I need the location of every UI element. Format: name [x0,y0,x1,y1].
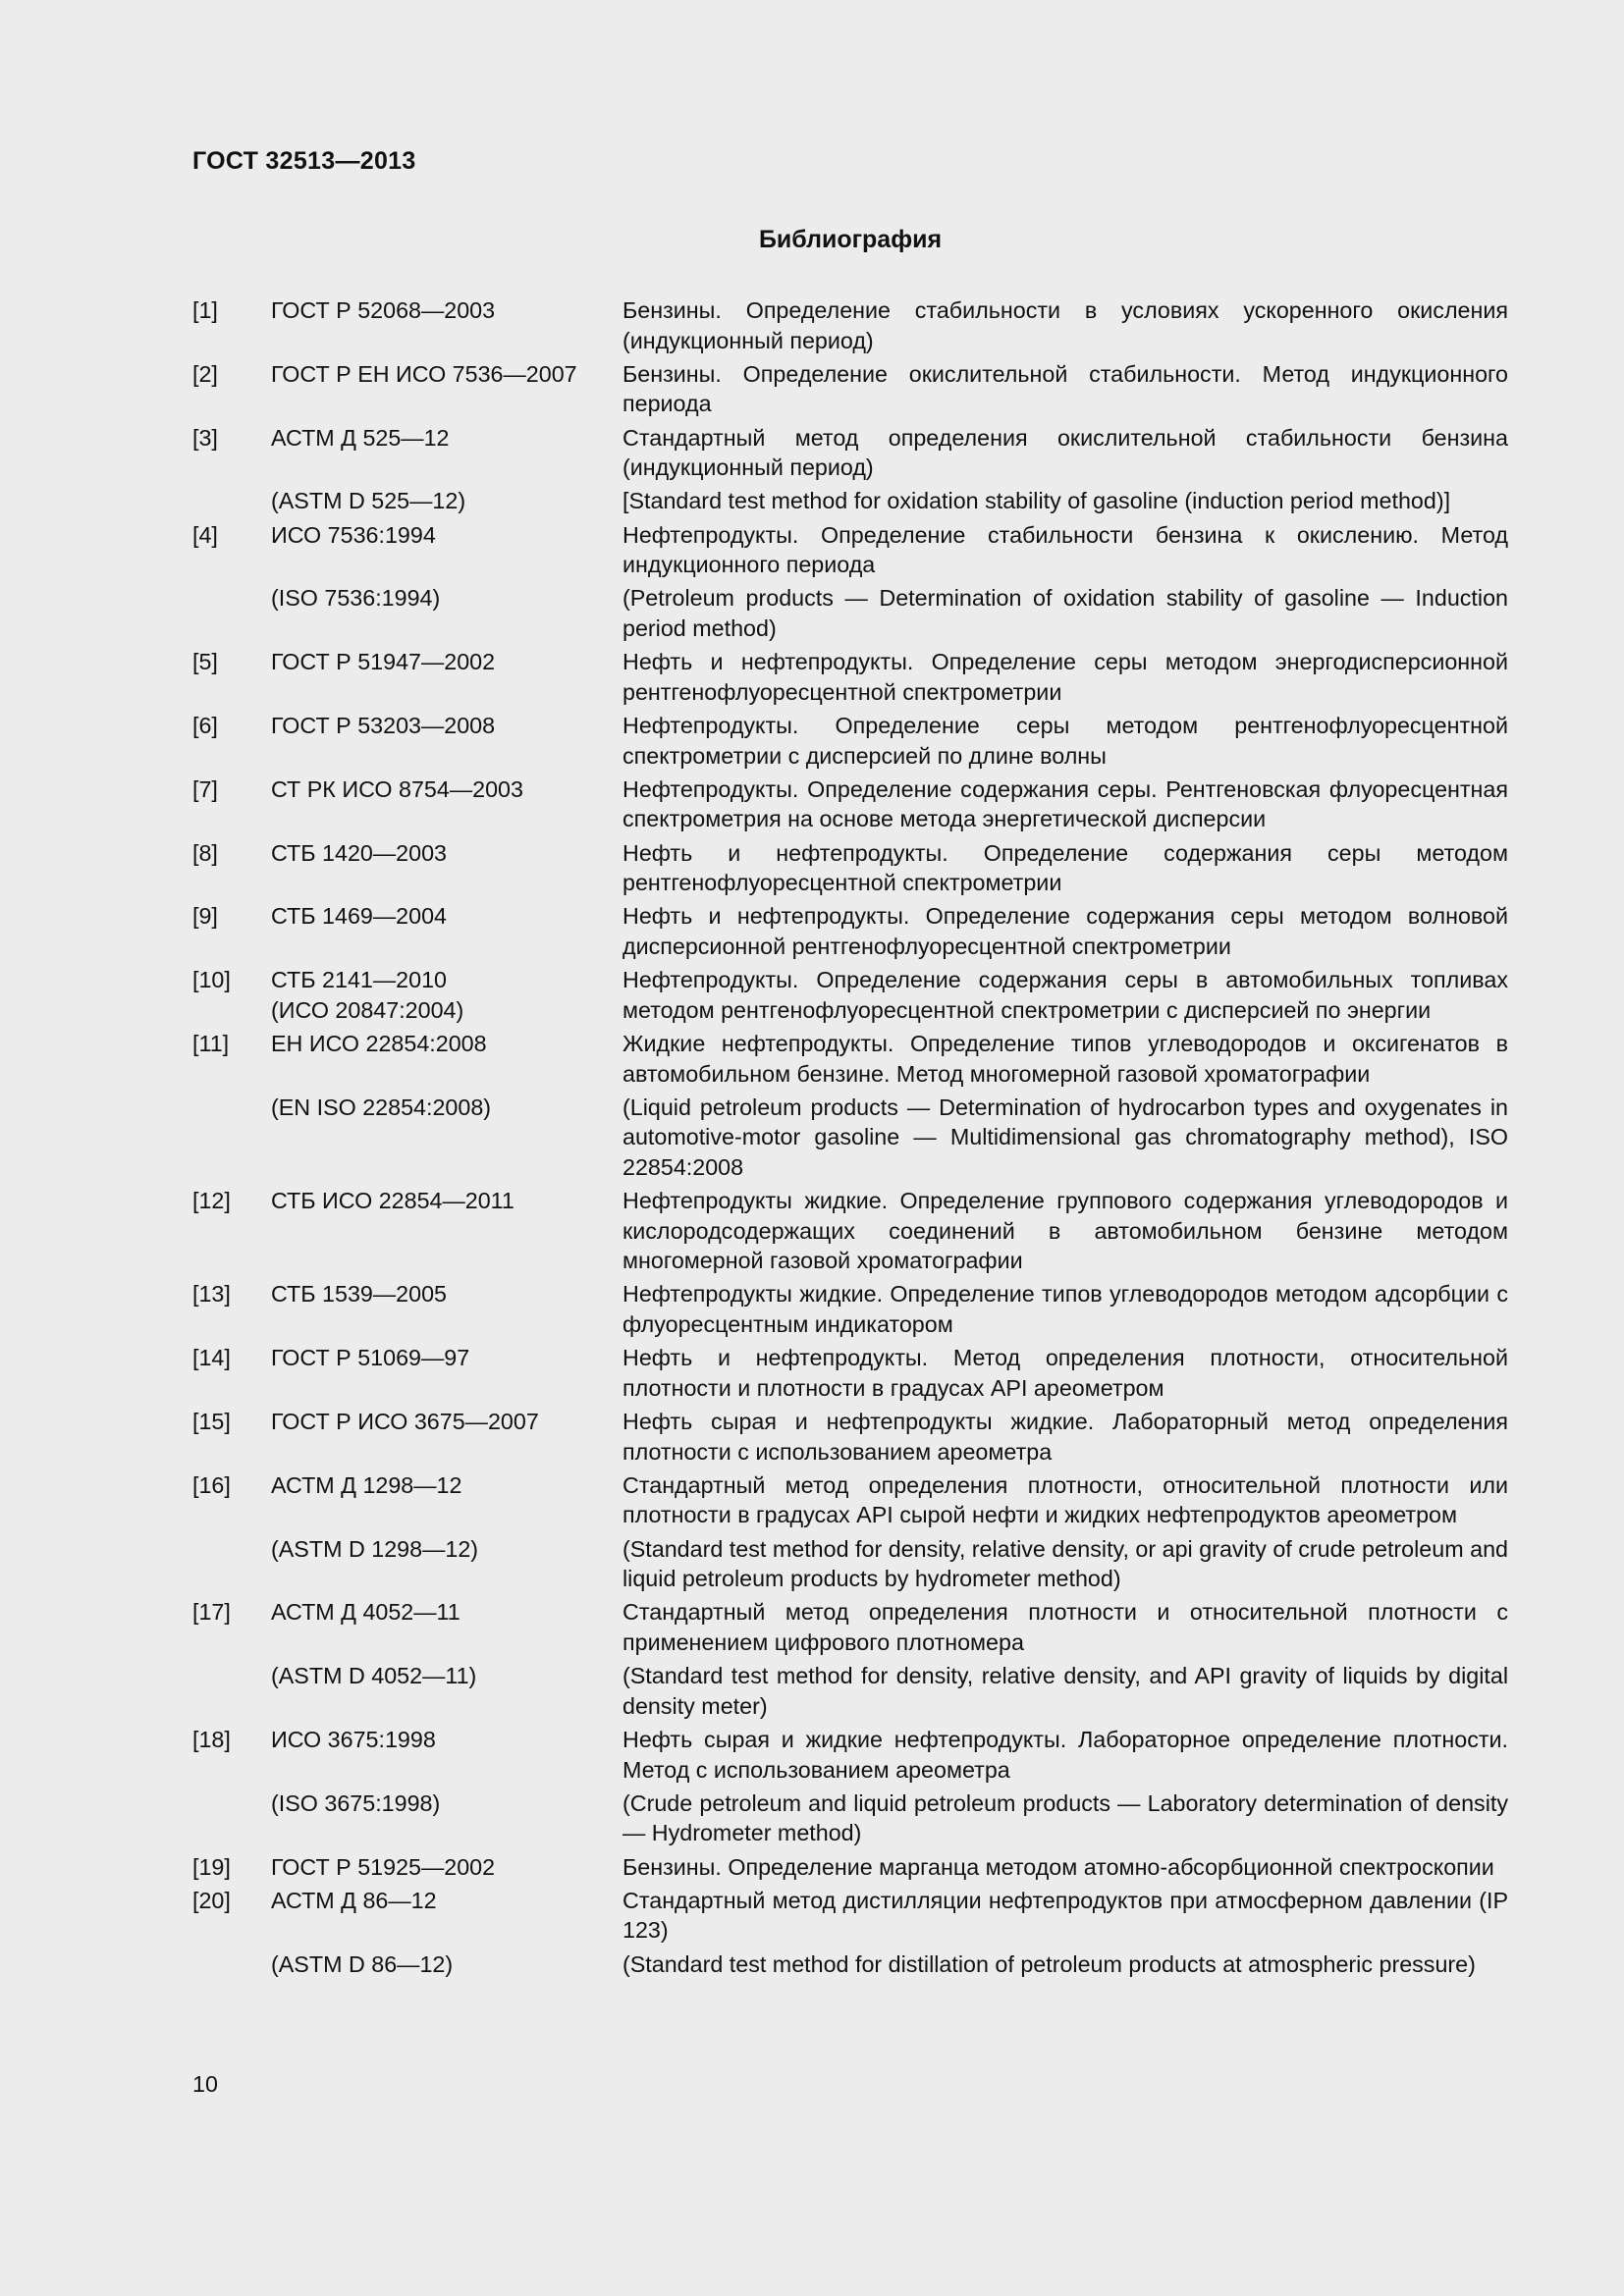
entry-description: Жидкие нефтепродукты. Определение типов углеводородов и оксигенатов в автомобильном бензине. Метод многомерной газовой хроматографии [623,1031,1508,1087]
entry-number: [4] [192,521,218,548]
entry-description: Нефть сырая и жидкие нефтепродукты. Лабораторное определение плотности. Метод с использованием ареометра [623,1727,1508,1783]
entry-standard-code: (ISO 3675:1998) [271,1789,441,1816]
entry-description: Нефть сырая и нефтепродукты жидкие. Лабораторный метод определения плотности с использованием ареометра [623,1409,1508,1465]
bibliography-entry [192,1597,1508,1657]
entry-description: Бензины. Определение окислительной стабильности. Метод индукционного периода [623,360,1508,417]
entry-number: [1] [192,297,218,323]
entry-number: [13] [192,1281,231,1308]
entry-number [192,1661,271,1721]
entry-description: Нефтепродукты жидкие. Определение типов углеводородов методом адсорбции с флуоресцентным индикатором [623,1281,1508,1337]
entry-standard-code: ЕН ИСО 22854:2008 [271,1031,487,1057]
entry-standard-code: СТБ 1469—2004 [271,903,447,930]
entry-standard-code: АСТМ Д 525—12 [271,424,450,451]
bibliography-entry [192,1886,1508,1946]
entry-number [192,583,271,643]
entry-description: Нефтепродукты. Определение содержания серы в автомобильных топливах методом рентгенофлуоресцентной спектрометрии с дисперсией по энергии [623,967,1508,1023]
bibliography-entry [192,1343,1508,1403]
bibliography-entry [192,520,1508,580]
entry-number: [12] [192,1188,231,1214]
entry-standard-code: (EN ISO 22854:2008) [271,1094,492,1120]
entry-standard-code: (ASTM D 525—12) [271,488,466,514]
entry-standard-code: ГОСТ Р 51947—2002 [271,649,496,675]
bibliography-entry [192,1093,1508,1183]
entry-description: Нефтепродукты. Определение содержания серы. Рентгеновская флуоресцентная спектрометрия на основе метода энергетической дисперсии [623,775,1508,832]
bibliography-entry [192,1949,1508,1980]
entry-number: [18] [192,1727,231,1753]
entry-standard-code: (ISO 7536:1994) [271,585,441,612]
entry-description: Бензины. Определение стабильности в условиях ускоренного окисления (индукционный период) [623,297,1508,353]
entry-description: (Standard test method for distillation of petroleum products at atmospheric pressure) [623,1950,1476,1977]
entry-number [192,486,271,516]
bibliography-entry [192,1407,1508,1467]
entry-description: Стандартный метод определения плотности, относительной плотности или плотности в градусах API сырой нефти и жидких нефтепродуктов ареометром [623,1471,1508,1528]
entry-standard-code: СТБ 1539—2005 [271,1281,447,1308]
bibliography-entry [192,1029,1508,1089]
entry-number: [8] [192,839,218,866]
entry-standard-code: СТБ ИСО 22854—2011 [271,1188,514,1214]
bibliography-entry [192,774,1508,834]
entry-standard-code: (ASTM D 86—12) [271,1950,454,1977]
entry-number: [7] [192,775,218,802]
entry-number [192,1534,271,1594]
entry-number: [19] [192,1853,231,1880]
entry-standard-code: АСТМ Д 86—12 [271,1887,437,1913]
document-code-header: ГОСТ 32513—2013 [192,147,416,175]
entry-standard-code: СТ РК ИСО 8754—2003 [271,775,523,802]
entry-description: Нефть и нефтепродукты. Определение содержания серы методом волновой дисперсионной рентгенофлуоресцентной спектрометрии [623,903,1508,959]
bibliography-entry [192,1186,1508,1276]
entry-standard-code: СТБ 2141—2010 (ИСО 20847:2004) [271,967,464,1023]
entry-number: [3] [192,424,218,451]
entry-description: Стандартный метод определения плотности и относительной плотности с применением цифрового плотномера [623,1599,1508,1655]
entry-number: [15] [192,1409,231,1435]
bibliography-entry [192,1470,1508,1530]
bibliography-entry [192,359,1508,419]
bibliography-entry [192,1789,1508,1848]
entry-description: (Standard test method for density, relative density, and API gravity of liquids by digital density meter) [623,1663,1508,1719]
entry-description: Бензины. Определение марганца методом атомно-абсорбционной спектроскопии [623,1853,1494,1880]
bibliography-entry [192,901,1508,961]
entry-number: [10] [192,967,231,993]
entry-description: Стандартный метод определения окислительной стабильности бензина (индукционный период) [623,424,1508,481]
entry-standard-code: (ASTM D 1298—12) [271,1535,479,1562]
entry-number: [5] [192,649,218,675]
entry-description: (Petroleum products — Determination of oxidation stability of gasoline — Induction period method) [623,585,1508,641]
entry-description: Нефть и нефтепродукты. Метод определения плотности, относительной плотности и плотности в градусах API ареометром [623,1345,1508,1401]
bibliography-entry [192,423,1508,483]
page-number: 10 [192,2071,218,2097]
entry-standard-code: ИСО 7536:1994 [271,521,436,548]
entry-description: Нефтепродукты. Определение серы методом рентгенофлуоресцентной спектрометрии с дисперсией по длине волны [623,713,1508,769]
entry-standard-code: ГОСТ Р ЕН ИСО 7536—2007 [271,360,577,387]
bibliography-entry [192,1534,1508,1594]
entry-standard-code: ГОСТ Р 51925—2002 [271,1853,496,1880]
entry-number: [20] [192,1887,231,1913]
entry-number: [6] [192,713,218,739]
entry-standard-code: ИСО 3675:1998 [271,1727,436,1753]
entry-standard-code: СТБ 1420—2003 [271,839,447,866]
bibliography-list [192,295,1508,1983]
entry-standard-code: АСТМ Д 4052—11 [271,1599,460,1626]
bibliography-entry [192,838,1508,898]
entry-standard-code: ГОСТ Р 51069—97 [271,1345,470,1371]
entry-standard-code: ГОСТ Р ИСО 3675—2007 [271,1409,539,1435]
bibliography-entry [192,1852,1508,1883]
entry-description: (Crude petroleum and liquid petroleum products — Laboratory determination of density — Hydrometer method) [623,1789,1508,1846]
entry-number: [14] [192,1345,231,1371]
bibliography-entry [192,647,1508,707]
bibliography-entry [192,965,1508,1025]
bibliography-entry [192,486,1508,516]
entry-number: [11] [192,1031,230,1057]
bibliography-entry [192,583,1508,643]
entry-description: Нефтепродукты жидкие. Определение группового содержания углеводородов и кислородсодержащих соединений в автомобильном бензине методом многомерной газовой хроматографии [623,1188,1508,1274]
entry-description: Стандартный метод дистилляции нефтепродуктов при атмосферном давлении (IP 123) [623,1887,1508,1944]
entry-number: [16] [192,1471,231,1498]
entry-number: [17] [192,1599,231,1626]
bibliography-entry [192,1279,1508,1339]
entry-description: Нефть и нефтепродукты. Определение содержания серы методом рентгенофлуоресцентной спектрометрии [623,839,1508,896]
entry-description: Нефть и нефтепродукты. Определение серы методом энергодисперсионной рентгенофлуоресцентной спектрометрии [623,649,1508,705]
bibliography-entry [192,1725,1508,1785]
bibliography-entry [192,295,1508,355]
bibliography-entry [192,711,1508,771]
entry-number [192,1789,271,1848]
entry-standard-code: ГОСТ Р 52068—2003 [271,297,496,323]
entry-description: (Standard test method for density, relative density, or api gravity of crude petroleum and liquid petroleum products by hydrometer method) [623,1535,1508,1592]
entry-description: [Standard test method for oxidation stability of gasoline (induction period method)] [623,488,1451,514]
entry-number [192,1949,271,1980]
entry-number: [9] [192,903,218,930]
bibliography-title: Библиография [758,226,943,253]
bibliography-entry [192,1661,1508,1721]
entry-standard-code: (ASTM D 4052—11) [271,1663,477,1689]
entry-description: (Liquid petroleum products — Determination of hydrocarbon types and oxygenates in automotive-motor gasoline — Multidimensional gas chromatography method), ISO 22854:2008 [623,1094,1508,1180]
entry-standard-code: ГОСТ Р 53203—2008 [271,713,496,739]
entry-number [192,1093,271,1183]
entry-standard-code: АСТМ Д 1298—12 [271,1471,462,1498]
entry-number: [2] [192,360,218,387]
entry-description: Нефтепродукты. Определение стабильности бензина к окислению. Метод индукционного периода [623,521,1508,578]
